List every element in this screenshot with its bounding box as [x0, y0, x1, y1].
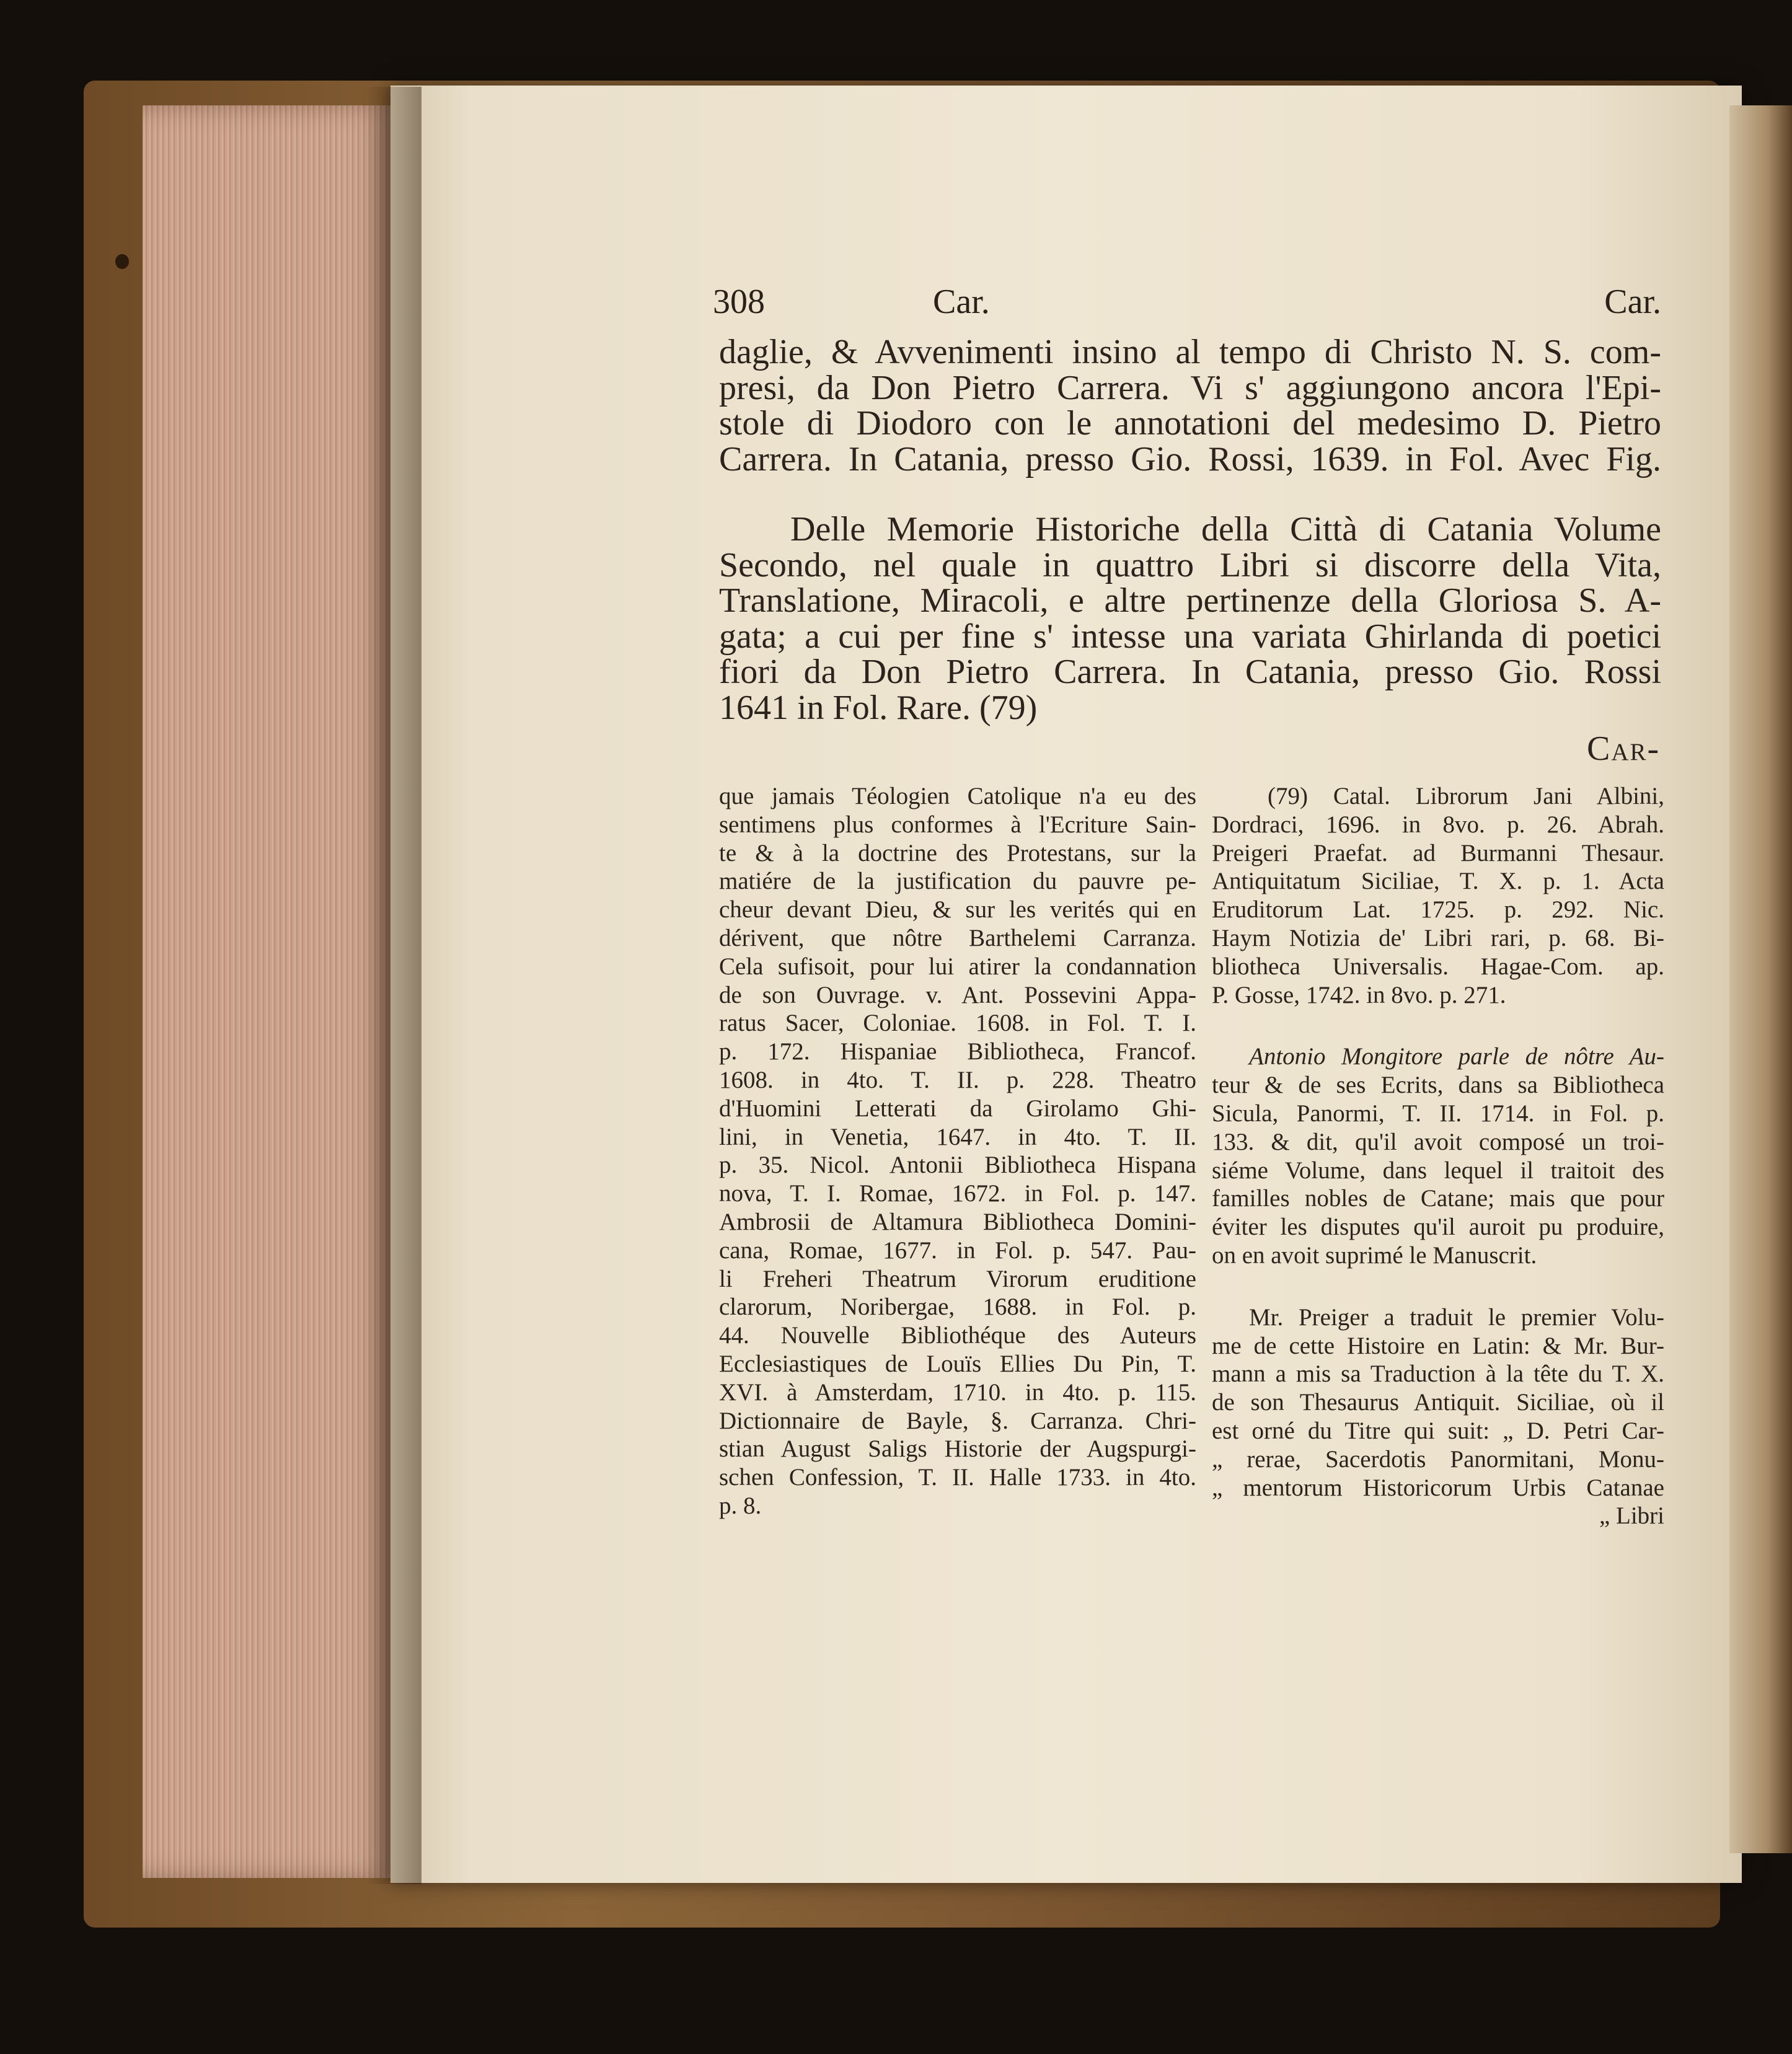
footnote-line: te & à la doctrine des Protestans, sur la [719, 839, 1196, 866]
footnote-line: Antonio Mongitore parle de nôtre Au- [1249, 1043, 1664, 1070]
footnote-line: matiére de la justification du pauvre pe- [719, 868, 1196, 895]
footnote-line: familles nobles de Catane; mais que pour [1212, 1185, 1664, 1212]
footnote-line: Eruditorum Lat. 1725. p. 292. Nic. [1212, 896, 1664, 923]
footnote-line: cana, Romae, 1677. in Fol. p. 547. Pau- [719, 1236, 1196, 1264]
footnote-line: lini, in Venetia, 1647. in 4to. T. II. [719, 1123, 1196, 1150]
footnote-line: stian August Saligs Historie der Augspurgi- [719, 1435, 1196, 1463]
running-head [713, 282, 1661, 332]
footnote-line: de son Thesaurus Antiquit. Siciliae, où il [1212, 1389, 1664, 1416]
footnote-line: Ambrosii de Altamura Bibliotheca Domini- [719, 1208, 1196, 1235]
binding-hole [115, 254, 129, 269]
footnote-line: p. 8. [719, 1492, 762, 1519]
footnote-line: me de cette Histoire en Latin: & Mr. Bur- [1212, 1332, 1664, 1359]
footnote-line: XVI. à Amsterdam, 1710. in 4to. p. 115. [719, 1378, 1196, 1406]
footnote-line: siéme Volume, dans lequel il traitoit des [1212, 1157, 1664, 1184]
footnote-line: Haym Notizia de' Libri rari, p. 68. Bi- [1212, 924, 1664, 951]
footnote-line: P. Gosse, 1742. in 8vo. p. 271. [1212, 981, 1506, 1008]
page-number: 308 [713, 283, 765, 321]
running-head-left: Car. [933, 283, 990, 321]
footnote-line: sentimens plus conformes à l'Ecriture Sain- [719, 811, 1196, 838]
footnote-line: 1608. in 4to. T. II. p. 228. Theatro [719, 1066, 1196, 1093]
main-text [719, 335, 1661, 726]
page-fore-edge [143, 105, 397, 1878]
footnote-line: Preigeri Praefat. ad Burmanni Thesaur. [1212, 839, 1664, 866]
text-line: stole di Diodoro con le annotationi del medesimo D. Pietro [719, 404, 1661, 443]
catchword: Car- [1587, 729, 1661, 768]
footnote-line: p. 35. Nicol. Antonii Bibliotheca Hispana [719, 1152, 1196, 1179]
footnote-column-right [1212, 782, 1664, 1530]
footnote-line: ratus Sacer, Coloniae. 1608. in Fol. T. I. [719, 1010, 1196, 1037]
text-line: gata; a cui per fine s' intesse una variata Ghirlanda di poetici [719, 617, 1661, 656]
main-paragraph-1 [719, 335, 1661, 477]
footnote-line: Ecclesiastiques de Louïs Ellies Du Pin, T. [719, 1350, 1196, 1377]
footnote-line: Antiquitatum Siciliae, T. X. p. 1. Acta [1212, 868, 1664, 895]
text-line: Translatione, Miracoli, e altre pertinenze della Gloriosa S. A- [719, 581, 1661, 620]
footnote-catchword: „ Libri [1599, 1502, 1664, 1530]
footnote-line: de son Ouvrage. v. Ant. Possevini Appa- [719, 981, 1196, 1008]
footnote-line: „ rerae, Sacerdotis Panormitani, Monu- [1212, 1445, 1664, 1473]
paragraph-gap [1212, 1270, 1664, 1303]
footnote-line: Mr. Preiger a traduit le premier Volu- [1249, 1303, 1664, 1331]
text-line: daglie, & Avvenimenti insino al tempo di Christo N. S. com- [719, 333, 1661, 371]
footnote-line: clarorum, Noribergae, 1688. in Fol. p. [719, 1294, 1196, 1321]
footnote-line: cheur devant Dieu, & sur les verités qui en [719, 896, 1196, 923]
footnote-line: que jamais Téologien Catolique n'a eu des [719, 783, 1196, 809]
footnote-line: dérivent, que nôtre Barthelemi Carranza. [719, 924, 1196, 951]
footnote-line: éviter les disputes qu'il auroit pu produire, [1212, 1214, 1664, 1241]
footnote-line: on en avoit suprimé le Manuscrit. [1212, 1241, 1537, 1269]
text-line: 1641 in Fol. Rare. (79) [719, 688, 1038, 727]
text-line: Carrera. In Catania, presso Gio. Rossi, 1639. in Fol. Avec Fig. [719, 439, 1661, 478]
footnote-line: d'Huomini Letterati da Girolamo Ghi- [719, 1095, 1196, 1122]
footnote-line: „ mentorum Historicorum Urbis Catanae [1212, 1474, 1664, 1501]
text-line: fiori da Don Pietro Carrera. In Catania, presso Gio. Rossi [719, 653, 1661, 691]
footnote-line: Dordraci, 1696. in 8vo. p. 26. Abrah. [1212, 811, 1664, 838]
footnote-line: nova, T. I. Romae, 1672. in Fol. p. 147. [719, 1180, 1196, 1207]
running-head-right: Car. [1604, 283, 1661, 321]
text-line: Secondo, nel quale in quattro Libri si discorre della Vita, [719, 545, 1661, 584]
main-paragraph-2 [719, 512, 1661, 726]
text-line: presi, da Don Pietro Carrera. Vi s' aggiungono ancora l'Epi- [719, 368, 1661, 407]
footnote-line: schen Confession, T. II. Halle 1733. in 4to. [719, 1464, 1196, 1491]
footnote-line: est orné du Titre qui suit: „ D. Petri Car- [1212, 1417, 1664, 1444]
footnote-line: 44. Nouvelle Bibliothéque des Auteurs [719, 1322, 1196, 1349]
gutter-shadow [366, 87, 422, 1884]
footnote-column-left [719, 782, 1196, 1520]
footnote-line: (79) Catal. Librorum Jani Albini, [1268, 783, 1664, 809]
footnote-line: p. 172. Hispaniae Bibliotheca, Francof. [719, 1038, 1196, 1065]
footnote-line: 133. & dit, qu'il avoit composé un troi- [1212, 1128, 1664, 1155]
facing-page-edge [1729, 105, 1792, 1853]
footnote-line: bliotheca Universalis. Hagae-Com. ap. [1212, 953, 1664, 980]
footnote-line: Cela sufisoit, pour lui atirer la condannation [719, 953, 1196, 980]
footnote-line: teur & de ses Ecrits, dans sa Bibliotheca [1212, 1072, 1664, 1099]
footnote-line: Sicula, Panormi, T. II. 1714. in Fol. p. [1212, 1100, 1664, 1127]
footnote-line: mann a mis sa Traduction à la tête du T. X. [1212, 1360, 1664, 1388]
paragraph-gap [1212, 1009, 1664, 1042]
footnote-line: Dictionnaire de Bayle, §. Carranza. Chri- [719, 1407, 1196, 1434]
text-line: Delle Memorie Historiche della Città di Catania Volume [790, 510, 1661, 549]
footnote-line: li Freheri Theatrum Virorum eruditione [719, 1265, 1196, 1292]
